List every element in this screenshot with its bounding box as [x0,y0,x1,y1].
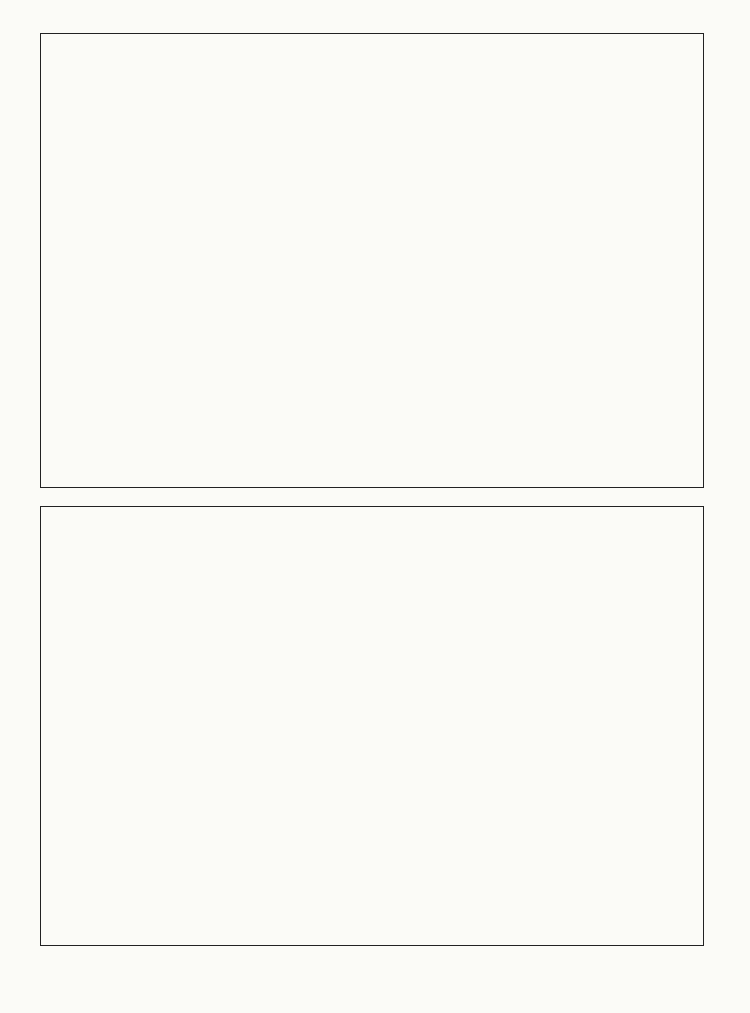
roster-table-top [40,33,704,488]
roster-table-bottom [40,506,704,946]
